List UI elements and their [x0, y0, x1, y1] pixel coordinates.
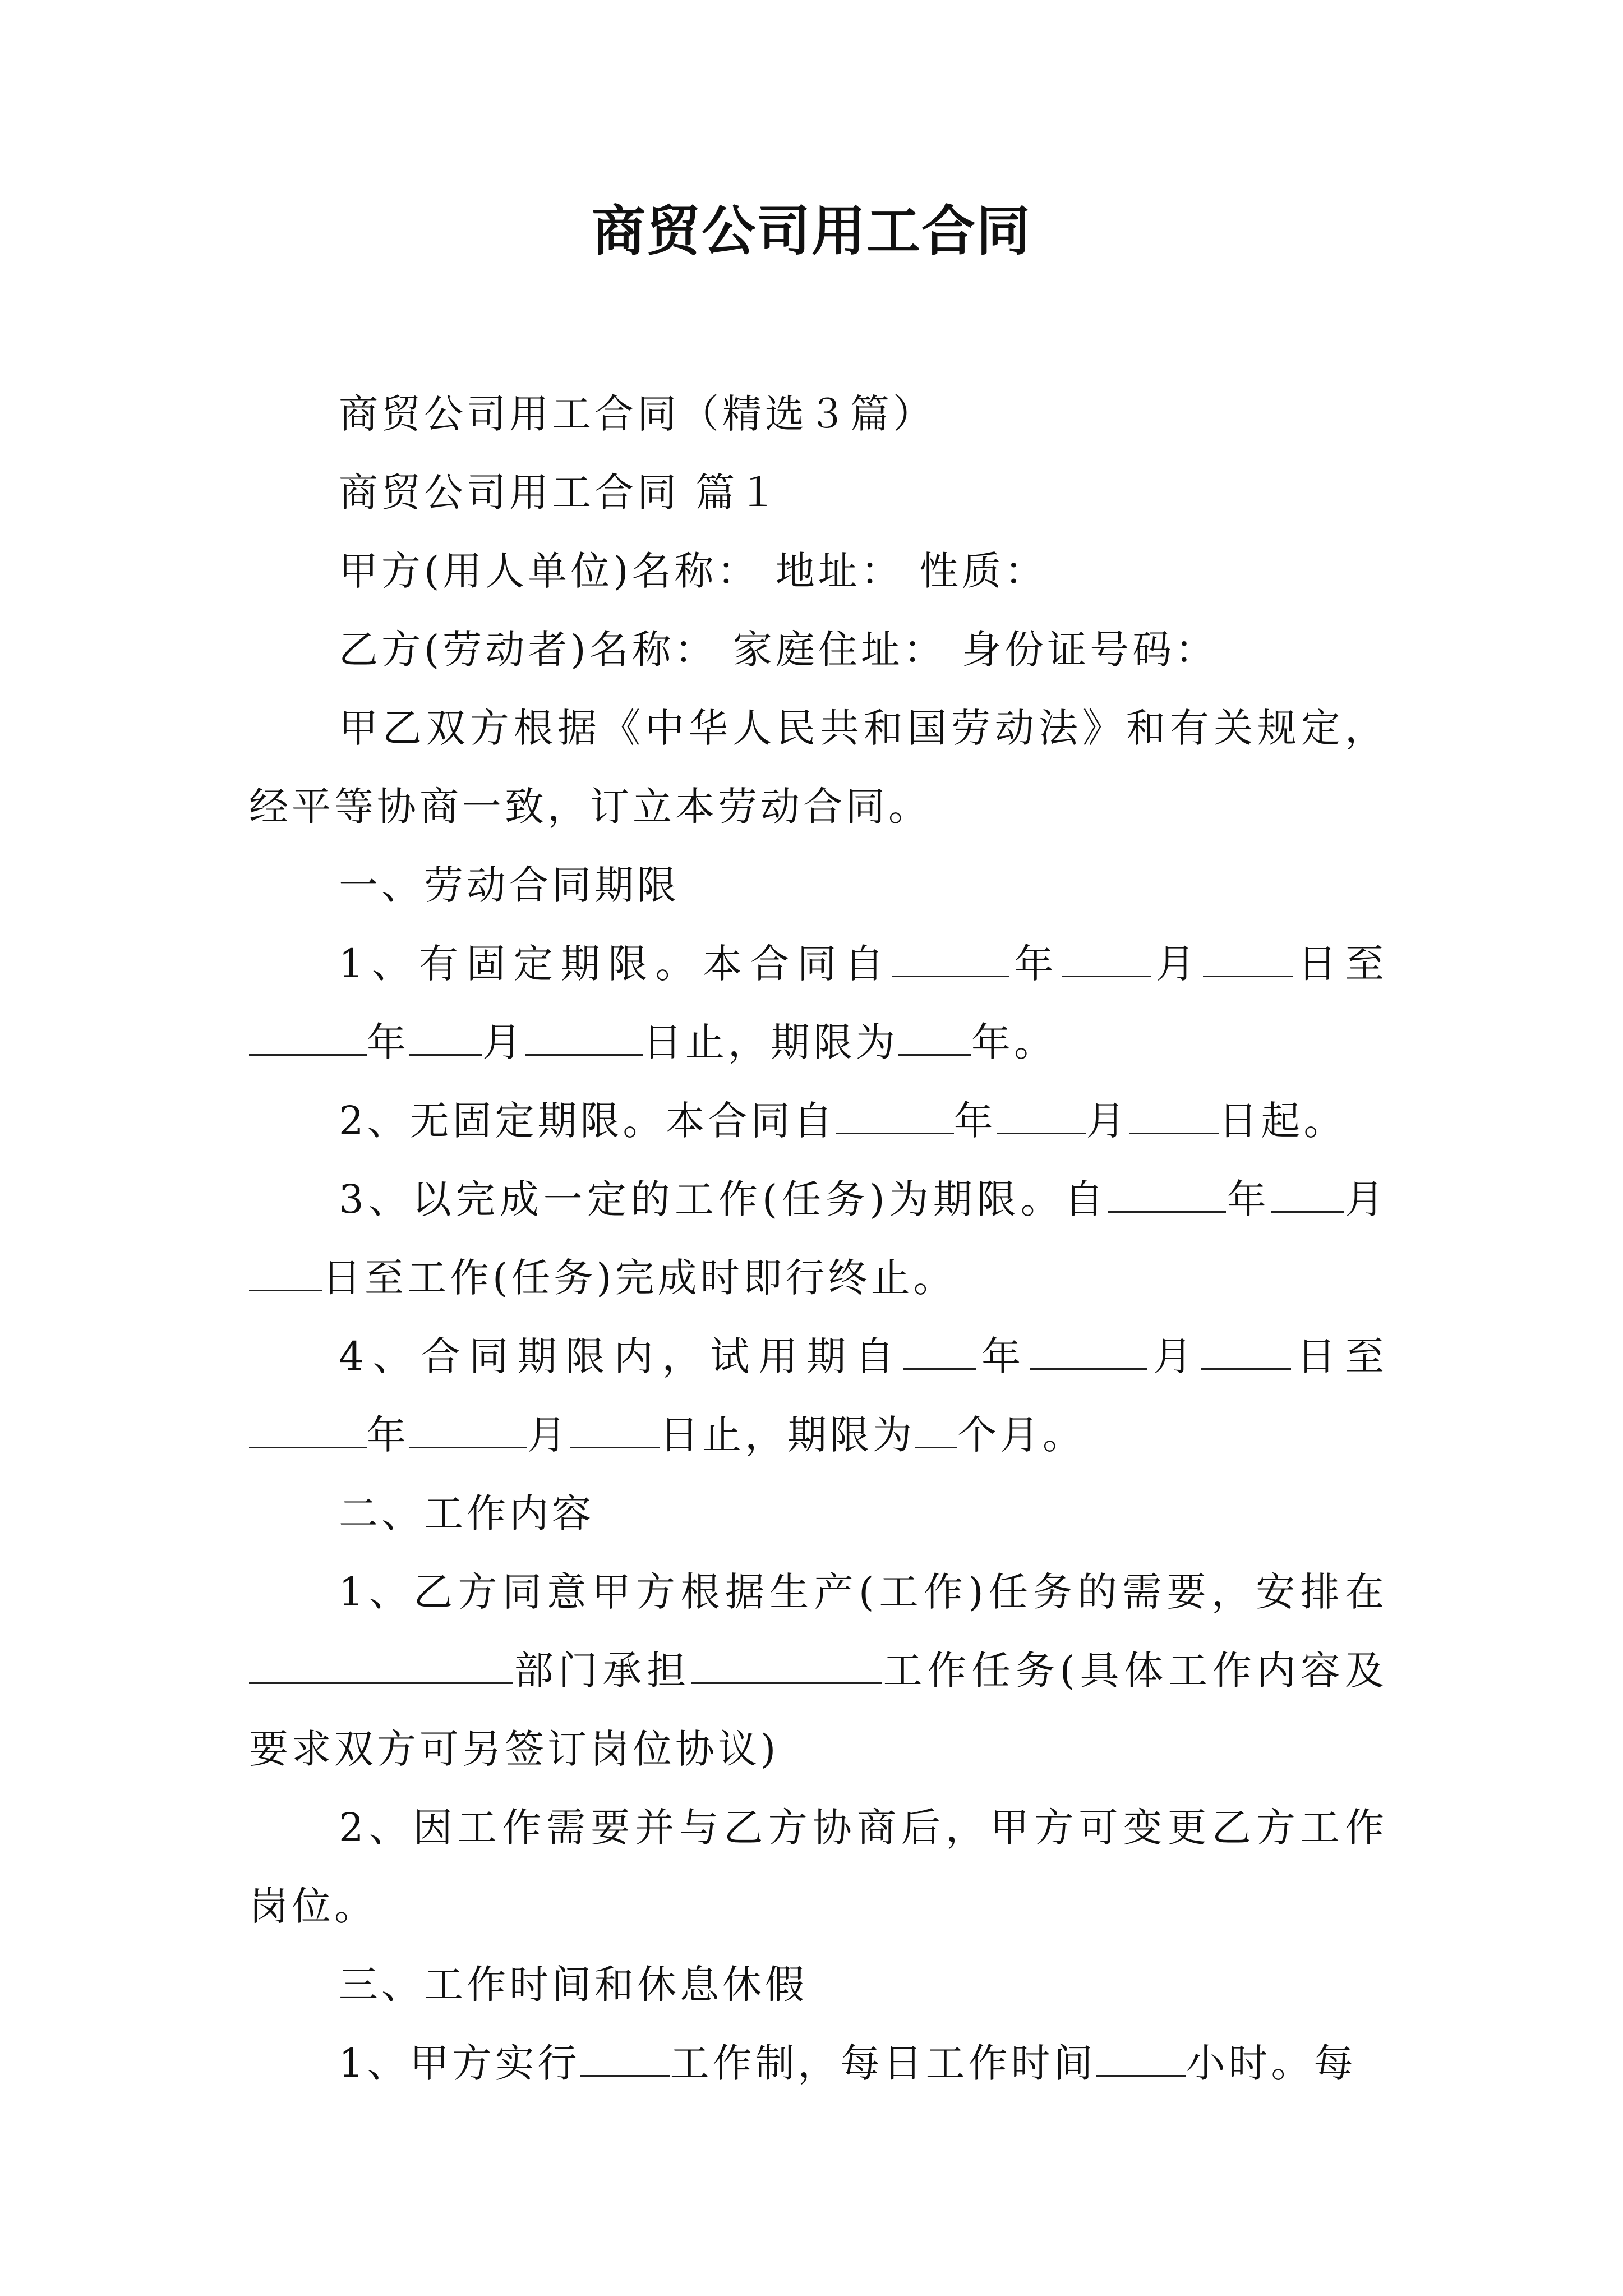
clause-text: 个月。 — [957, 1412, 1085, 1458]
blank-field — [1203, 940, 1293, 977]
clause-text: 日至 — [1291, 1333, 1388, 1379]
clause-text: 年 — [953, 1098, 997, 1144]
clause-2-1 — [249, 1553, 1387, 1788]
clause-text: 年 — [1009, 941, 1062, 987]
clause-text: 日至工作(任务)完成时即行终止。 — [322, 1255, 956, 1301]
blank-field — [249, 1646, 513, 1684]
clause-text: 1、有固定期限。本合同自 — [339, 941, 892, 987]
clause-2-2: 2、因工作需要并与乙方协商后，甲方可变更乙方工作岗位。 — [249, 1805, 1387, 1929]
clause-text: 日至 — [1293, 941, 1387, 987]
clause-text: 日止，期限为 — [660, 1412, 915, 1458]
clause-text: 1、甲方实行 — [339, 2040, 580, 2086]
party-a-line: 甲方(用人单位)名称： 地址： 性质： — [339, 548, 1048, 594]
clause-text: 2、无固定期限。本合同自 — [339, 1098, 836, 1144]
section-3-heading: 三、工作时间和休息休假 — [339, 1962, 808, 2008]
blank-field — [892, 940, 1009, 977]
clause-text: 4、合同期限内，试用期自 — [339, 1333, 903, 1379]
clause-text: 月 — [1343, 1176, 1388, 1222]
clause-text: 月 — [527, 1412, 570, 1458]
blank-field — [1062, 940, 1151, 977]
clause-text: 月 — [482, 1019, 525, 1065]
clause-text: 工作制，每日工作时间 — [670, 2040, 1096, 2086]
clause-1-3 — [249, 1160, 1387, 1317]
intro-paragraph: 甲乙双方根据《中华人民共和国劳动法》和有关规定，经平等协商一致，订立本劳动合同。 — [249, 705, 1387, 830]
blank-field — [1271, 1175, 1344, 1213]
blank-field — [691, 1646, 882, 1684]
blank-field — [997, 1097, 1086, 1134]
clause-text: 年 — [976, 1333, 1030, 1379]
blank-field — [903, 1332, 976, 1370]
clause-text: 小时。每 — [1186, 2040, 1357, 2086]
blank-field — [409, 1018, 482, 1056]
document-title: 商贸公司用工合同 — [592, 200, 1031, 263]
blank-field — [409, 1411, 527, 1448]
blank-field — [580, 2039, 670, 2077]
clause-text: 年 — [1225, 1176, 1271, 1222]
clause-text: 月 — [1151, 941, 1204, 987]
blank-field — [249, 1254, 322, 1291]
clause-text: 工作任务(具体工作内容及要求双方可另签订岗位协议) — [249, 1648, 1387, 1772]
clause-1-1 — [249, 924, 1387, 1082]
clause-1-4 — [249, 1317, 1387, 1474]
clause-text: 年 — [367, 1412, 409, 1458]
blank-field — [570, 1411, 660, 1448]
blank-field — [249, 1411, 367, 1448]
document-body — [249, 375, 1387, 2102]
blank-field — [898, 1018, 971, 1056]
party-b-line: 乙方(劳动者)名称： 家庭住址： 身份证号码： — [339, 627, 1218, 673]
clause-text: 日起。 — [1218, 1098, 1347, 1144]
clause-text: 月 — [1147, 1333, 1202, 1379]
blank-field — [1129, 1097, 1219, 1134]
clause-text: 年。 — [971, 1019, 1057, 1065]
part-heading: 商贸公司用工合同 篇１ — [339, 470, 781, 516]
blank-field — [836, 1097, 954, 1134]
blank-field — [1030, 1332, 1147, 1370]
clause-text: 月 — [1086, 1098, 1129, 1144]
subtitle-line: 商贸公司用工合同（精选３篇） — [339, 391, 935, 437]
section-2-heading: 二、工作内容 — [339, 1490, 594, 1536]
clause-text: 部门承担 — [513, 1648, 691, 1694]
blank-field — [1096, 2039, 1186, 2077]
blank-field — [249, 1018, 367, 1056]
section-1-heading: 一、劳动合同期限 — [339, 862, 680, 908]
clause-3-1 — [249, 2024, 1387, 2102]
blank-field — [915, 1411, 957, 1448]
clause-text: 3、以完成一定的工作(任务)为期限。自 — [339, 1176, 1108, 1222]
clause-text: 1、乙方同意甲方根据生产(工作)任务的需要，安排在 — [339, 1569, 1387, 1615]
clause-text: 年 — [367, 1019, 409, 1065]
blank-field — [525, 1018, 643, 1056]
clause-text: 日止，期限为 — [643, 1019, 898, 1065]
blank-field — [1201, 1332, 1291, 1370]
blank-field — [1108, 1175, 1226, 1213]
clause-1-2 — [249, 1082, 1387, 1160]
